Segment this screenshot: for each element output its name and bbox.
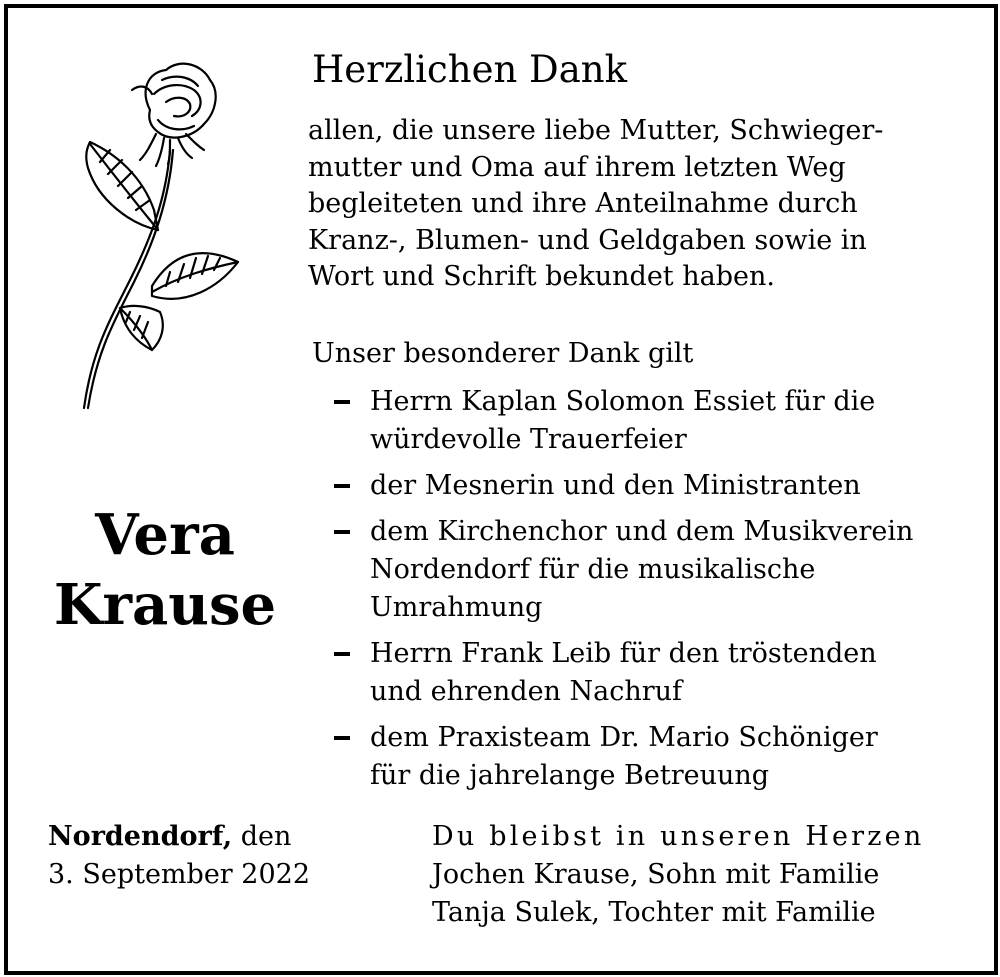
motto: Du bleibst in unseren Herzen: [432, 821, 925, 852]
last-name: Krause: [53, 572, 277, 638]
page-title: Herzlichen Dank: [312, 48, 628, 91]
list-item-line: Nordendorf für die musikalische: [370, 554, 816, 585]
list-item-line: für die jahrelange Betreuung: [370, 760, 770, 791]
date: 3. September 2022: [48, 859, 310, 890]
list-item-line: Umrahmung: [370, 592, 543, 623]
signer-line: Tanja Sulek, Tochter mit Familie: [432, 897, 876, 928]
signoff: [432, 818, 924, 932]
intro-line: Wort und Schrift bekundet haben.: [308, 261, 775, 292]
dash-bullet-icon: [334, 400, 350, 404]
intro-line: mutter und Oma auf ihrem letzten Weg: [308, 151, 846, 183]
dash-bullet-icon: [334, 484, 350, 488]
dash-bullet-icon: [334, 652, 350, 656]
signer-line: Jochen Krause, Sohn mit Familie: [432, 859, 880, 890]
list-item-line: Herrn Kaplan Solomon Essiet für die: [370, 386, 876, 417]
list-item: [334, 635, 974, 711]
list-item-line: der Mesnerin und den Ministranten: [370, 470, 861, 501]
list-item: [334, 383, 974, 459]
dash-bullet-icon: [334, 736, 350, 740]
list-item: [334, 719, 974, 795]
intro-line: allen, die unsere liebe Mutter, Schwieger-: [308, 115, 884, 146]
intro-paragraph: [308, 113, 883, 296]
intro-line: Kranz-, Blumen- und Geldgaben sowie in: [308, 224, 867, 256]
list-item-line: Herrn Frank Leib für den tröstenden: [370, 638, 877, 669]
thanks-list: [334, 383, 974, 803]
dash-bullet-icon: [334, 530, 350, 534]
list-item-line: dem Praxisteam Dr. Mario Schöniger: [370, 722, 878, 753]
list-item-line: würdevolle Trauerfeier: [370, 424, 687, 455]
first-name: Vera: [95, 502, 235, 568]
place-suffix: den: [232, 821, 292, 852]
place-date: [48, 818, 310, 894]
intro-line: begleiteten und ihre Anteilnahme durch: [308, 188, 858, 219]
town-name: Nordendorf,: [48, 821, 233, 852]
deceased-name: [40, 500, 290, 640]
thanks-heading: Unser besonderer Dank gilt: [312, 338, 694, 369]
list-item: [334, 467, 974, 505]
rose-drawing-icon: [70, 50, 250, 410]
list-item: [334, 513, 974, 627]
list-item-line: dem Kirchenchor und dem Musikverein: [370, 516, 914, 547]
list-item-line: und ehrenden Nachruf: [370, 676, 683, 707]
